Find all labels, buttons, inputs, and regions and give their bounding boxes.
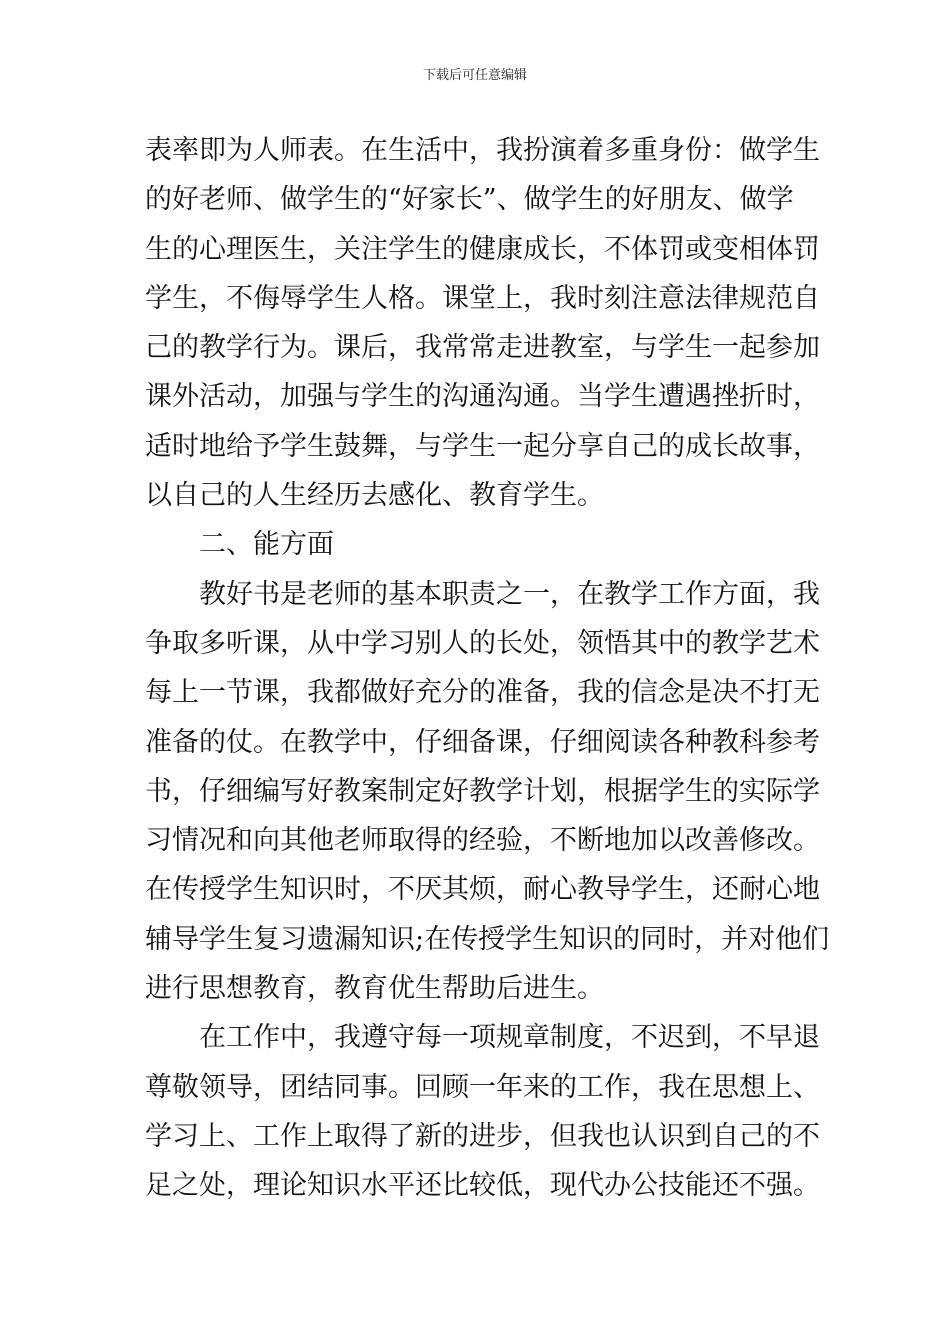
text-line: 学生，不侮辱学生人格。课堂上，我时刻注意法律规范自 [145, 282, 820, 314]
text-line: 生的心理医生，关注学生的健康成长，不体罚或变相体罚 [145, 233, 820, 265]
text-line: 表率即为人师表。在生活中，我扮演着多重身份：做学生 [145, 135, 820, 166]
page-header: 下载后可任意编辑 [422, 68, 527, 83]
document-body [145, 126, 830, 1211]
text-line: 尊敬领导，团结同事。回顾一年来的工作，我在思想上、 [145, 1071, 820, 1103]
text-line: 习情况和向其他老师取得的经验，不断地加以改善修改。 [145, 825, 820, 857]
text-line: 己的教学行为。课后，我常常走进教室，与学生一起参加 [145, 332, 820, 364]
text-line: 以自己的人生经历去感化、教育学生。 [145, 480, 604, 512]
text-line: 学习上、工作上取得了新的进步，但我也认识到自己的不 [145, 1120, 820, 1152]
text-line: 教好书是老师的基本职责之一，在教学工作方面，我 [199, 578, 820, 610]
text-line: 进行思想教育，教育优生帮助后进生。 [145, 973, 604, 1005]
text-line: 的好老师、做学生的“好家长”、做学生的好朋友、做学 [145, 184, 794, 216]
text-line: 准备的仗。在教学中，仔细备课，仔细阅读各种教科参考 [145, 726, 820, 758]
text-line: 课外活动，加强与学生的沟通沟通。当学生遭遇挫折时， [145, 381, 820, 413]
text-line: 适时地给予学生鼓舞，与学生一起分享自己的成长故事， [145, 430, 820, 462]
text-line: 辅导学生复习遗漏知识;在传授学生知识的同时，并对他们 [145, 923, 830, 955]
text-line: 每上一节课，我都做好充分的准备，我的信念是决不打无 [145, 677, 820, 709]
text-line: 在工作中，我遵守每一项规章制度，不迟到，不早退 [199, 1022, 820, 1054]
section-heading: 二、能方面 [199, 529, 334, 561]
text-line: 书，仔细编写好教案制定好教学计划，根据学生的实际学 [145, 775, 820, 807]
text-line: 足之处，理论知识水平还比较低，现代办公技能还不强。 [145, 1170, 820, 1202]
text-line: 争取多听课，从中学习别人的长处，领悟其中的教学艺术 [145, 627, 820, 659]
text-line: 在传授学生知识时，不厌其烦，耐心教导学生，还耐心地 [145, 874, 820, 906]
